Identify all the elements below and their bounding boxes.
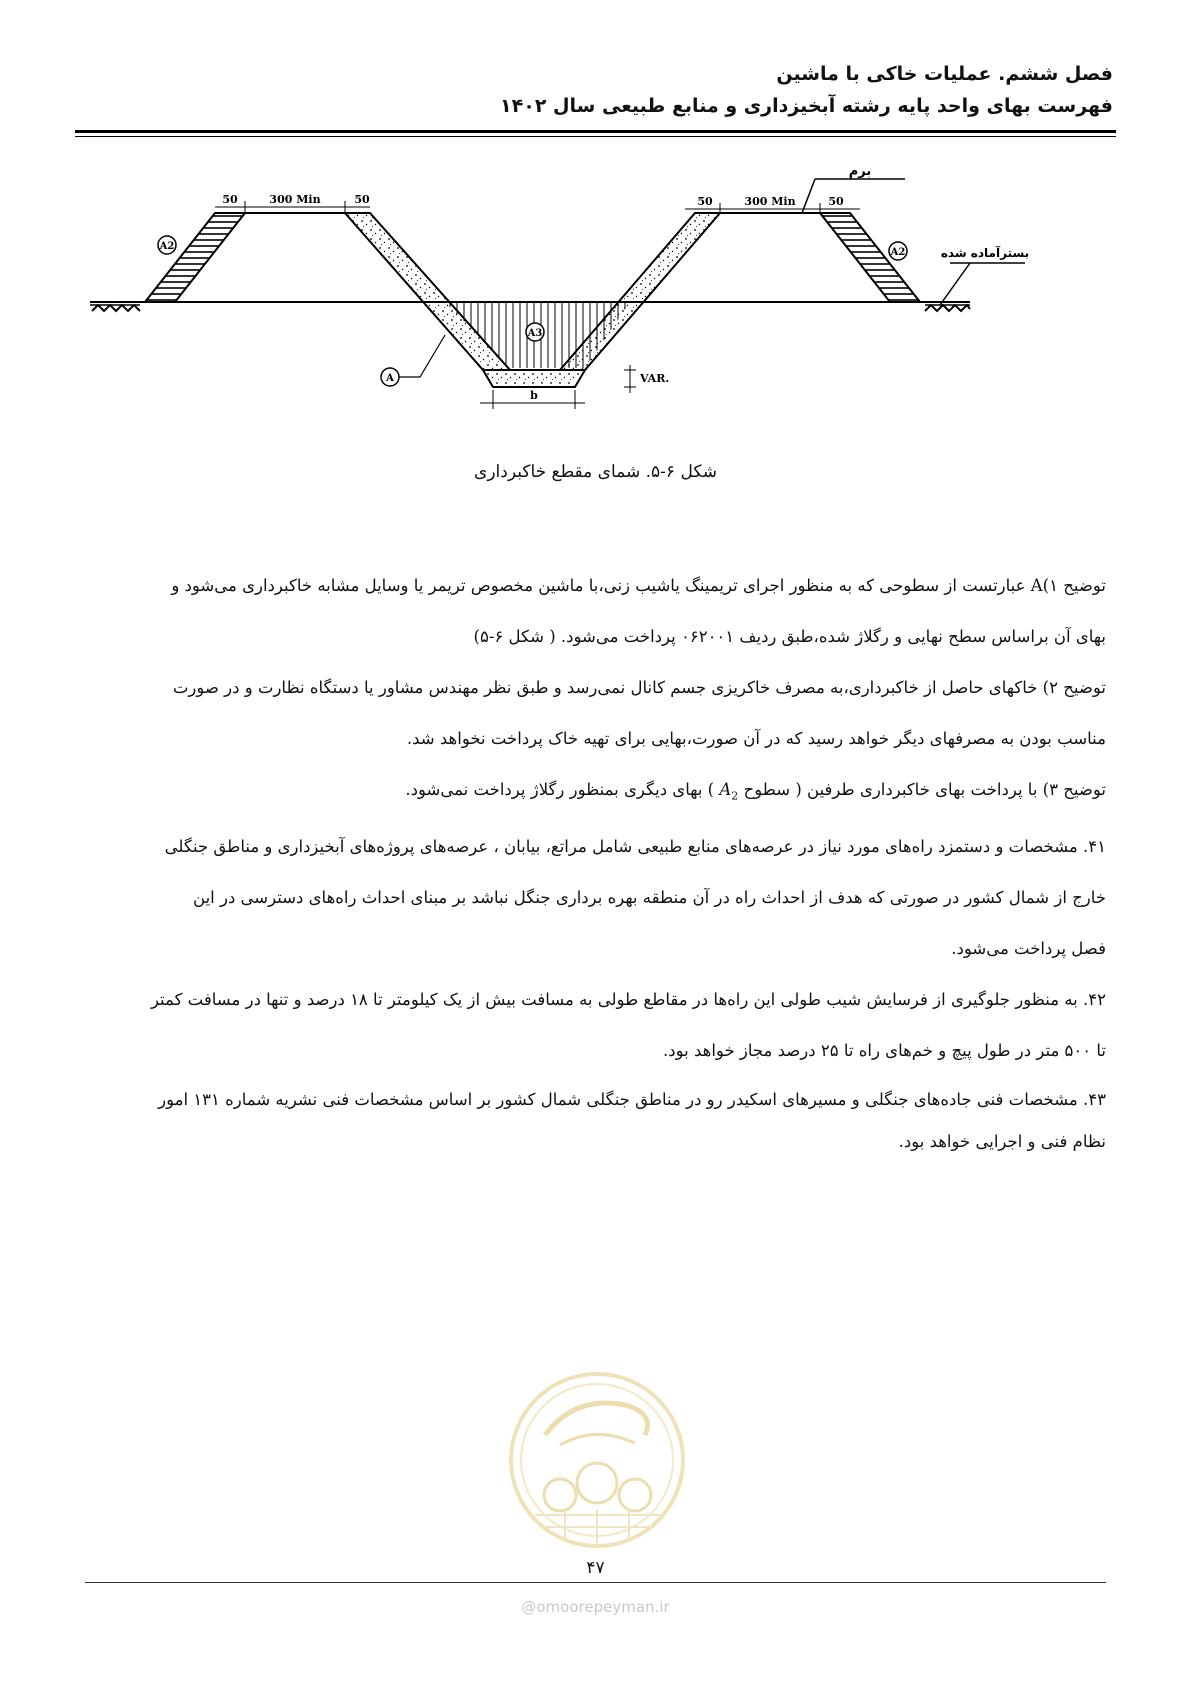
left-embankment-a2	[145, 213, 245, 302]
item-41-line-3: فصل پرداخت می‌شود.	[951, 939, 1106, 959]
note-2-line-1: توضیح ۲) خاکهای حاصل از خاکبرداری،به مصرف خاکریزی جسم کانال نمی‌رسد و طبق نظر مهندس مشاور یا دستگاه نظارت و در صورت	[172, 678, 1106, 697]
figure-caption: شکل ۶-۵. شمای مقطع خاکبرداری	[474, 462, 717, 482]
label-b: b	[530, 389, 538, 402]
item-42-line-2: تا ۵۰۰ متر در طول پیچ و خم‌های راه تا ۲۵ درصد مجاز خواهد بود.	[663, 1041, 1106, 1061]
right-lining	[560, 213, 720, 370]
note-3-before: توضیح ۳) با پرداخت بهای خاکبرداری طرفین ( سطوح	[738, 780, 1106, 799]
label-a2-left: A2	[159, 241, 175, 252]
item-42-line-1: ۴۲. به منظور جلوگیری از فرسایش شیب طولی این راه‌ها در مقاطع طولی به مسافت بیش از یک کیلومتر تا ۱۸ درصد و تنها در مسافت کمتر	[150, 990, 1106, 1010]
header-rule-thick	[75, 130, 1116, 133]
note-3-after: ) بهای دیگری بمنظور رگلاژ پرداخت نمی‌شود.	[405, 780, 720, 799]
dim-300-right: 300 Min	[744, 195, 796, 208]
dim-50-right-a: 50	[697, 195, 713, 208]
note-2-line-2: مناسب بودن به مصرفهای دیگر خواهد رسید که در آن صورت،بهایی برای تهیه خاک پرداخت نخواهد شد.	[406, 729, 1106, 748]
dim-300-left: 300 Min	[269, 193, 321, 206]
label-a: A	[386, 373, 394, 384]
label-var: VAR.	[640, 372, 670, 385]
excavation-cross-section-figure	[90, 165, 1100, 455]
footer-rule	[85, 1582, 1106, 1583]
note-3-math: $A_2$	[719, 780, 739, 803]
item-41-line-2: خارج از شمال کشور در صورتی که هدف از احداث راه در آن منطقه بهره برداری جنگل نباشد بر مبنای احداث راه‌های دسترسی در این	[193, 888, 1106, 908]
dim-50-left-b: 50	[354, 193, 370, 206]
watermark-url: @omoorepeyman.ir	[521, 1598, 670, 1616]
label-a2-right: A2	[890, 247, 906, 258]
dim-50-right-b: 50	[828, 195, 844, 208]
berm-label: برم	[848, 165, 872, 179]
document-subtitle: فهرست بهای واحد پایه رشته آبخیزداری و منابع طبیعی سال ۱۴۰۲	[500, 95, 1113, 117]
left-lining	[345, 213, 510, 370]
bottom-lining	[483, 370, 585, 387]
label-a3: A3	[527, 328, 543, 339]
item-43-line-1: ۴۳. مشخصات فنی جاده‌های جنگلی و مسیرهای اسکیدر رو در مناطق جنگلی شمال کشور بر اساس مشخصات فنی نشریه شماره ۱۳۱ امور	[158, 1090, 1106, 1110]
prepared-bed-label: بسترآماده شده	[940, 246, 1030, 260]
watermark-seal-logo	[505, 1365, 690, 1555]
page-header	[78, 58, 1113, 122]
item-43-line-2: نظام فنی و اجرایی خواهد بود.	[898, 1132, 1106, 1152]
note-1-line-2: بهای آن براساس سطح نهایی و رگلاژ شده،طبق ردیف ۰۶۲۰۰۱ پرداخت می‌شود. ( شکل ۶-۵)	[473, 627, 1106, 646]
ground-marker-left	[90, 305, 140, 311]
note-3	[85, 764, 1106, 821]
body-text	[85, 560, 1106, 1160]
header-rule-thin	[75, 136, 1116, 137]
item-41-line-1: ۴۱. مشخصات و دستمزد راه‌های مورد نیاز در عرصه‌های منابع طبیعی شامل مراتع، بیابان ، عرصه‌های پروژه‌های آبخیزداری و مناطق جنگلی	[164, 837, 1106, 857]
note-1-line-1: توضیح ۱)A عبارتست از سطوحی که به منظور اجرای تریمینگ یاشیب زنی،با ماشین مخصوص تریمر یا وسایل مشابه خاکبرداری می‌شود و	[171, 576, 1106, 595]
page-number: ۴۷	[586, 1558, 605, 1578]
chapter-title: فصل ششم. عملیات خاکی با ماشین	[776, 63, 1113, 85]
ground-marker-right	[925, 305, 970, 311]
dim-50-left-a: 50	[222, 193, 238, 206]
